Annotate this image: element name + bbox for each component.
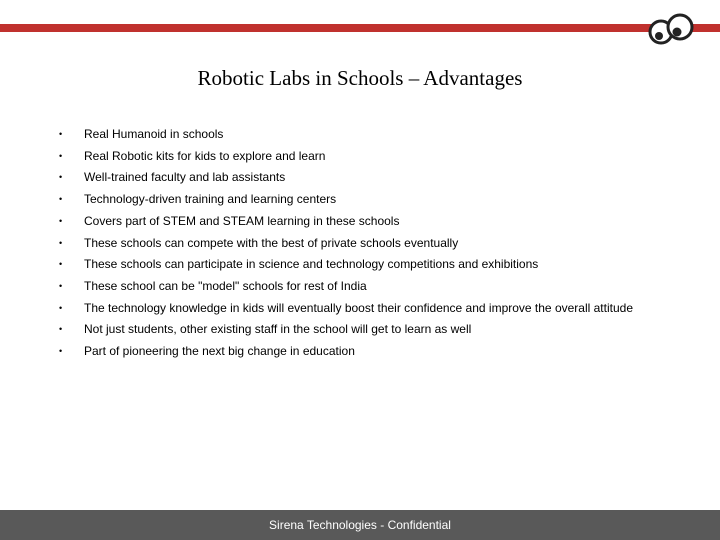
bullet-text: Real Robotic kits for kids to explore and learn xyxy=(84,148,326,163)
bullet-icon: • xyxy=(59,129,63,139)
slide-title: Robotic Labs in Schools – Advantages xyxy=(197,66,523,90)
bullet-icon: • xyxy=(59,237,63,248)
bullet-text: Part of pioneering the next big change in education xyxy=(84,344,355,359)
bullet-text: Technology-driven training and learning centers xyxy=(84,192,337,207)
bullet-text: The technology knowledge in kids will eventually boost their confidence and improve the overall attitude xyxy=(84,300,633,315)
bullet-item xyxy=(55,189,655,211)
bullet-text: These schools can participate in science and technology competitions and exhibitions xyxy=(84,257,539,272)
footer-text: Sirena Technologies - Confidential xyxy=(269,518,451,532)
bullet-item xyxy=(55,298,655,320)
bullet-item xyxy=(55,233,655,255)
bullet-icon: • xyxy=(59,324,63,335)
bullet-icon: • xyxy=(59,259,63,270)
bullet-text: These schools can compete with the best of private schools eventually xyxy=(84,235,459,250)
bullet-icon: • xyxy=(59,302,63,313)
bullet-icon: • xyxy=(59,215,63,226)
bullet-text: Covers part of STEM and STEAM learning in these schools xyxy=(84,213,400,228)
bullet-text: Well-trained faculty and lab assistants xyxy=(84,170,286,185)
header-accent-bar xyxy=(0,24,720,32)
bullet-text: Real Humanoid in schools xyxy=(84,127,224,141)
bullet-icon: • xyxy=(59,280,63,291)
bullet-item xyxy=(55,341,655,363)
bullet-item xyxy=(55,254,655,276)
bullet-item xyxy=(55,276,655,298)
bullet-item xyxy=(55,211,655,233)
bullet-list xyxy=(55,124,655,363)
bullet-item xyxy=(55,167,655,189)
bullet-icon: • xyxy=(59,346,63,357)
bullet-text: These school can be "model" schools for rest of India xyxy=(84,278,367,293)
bullet-item xyxy=(55,319,655,341)
bullet-item xyxy=(55,124,655,146)
bullet-icon: • xyxy=(59,150,63,161)
bullet-item xyxy=(55,146,655,168)
bullet-icon: • xyxy=(59,172,63,183)
bullet-icon: • xyxy=(59,194,63,205)
eyes-logo-icon xyxy=(646,12,696,46)
bullet-text: Not just students, other existing staff in the school will get to learn as well xyxy=(84,322,472,337)
